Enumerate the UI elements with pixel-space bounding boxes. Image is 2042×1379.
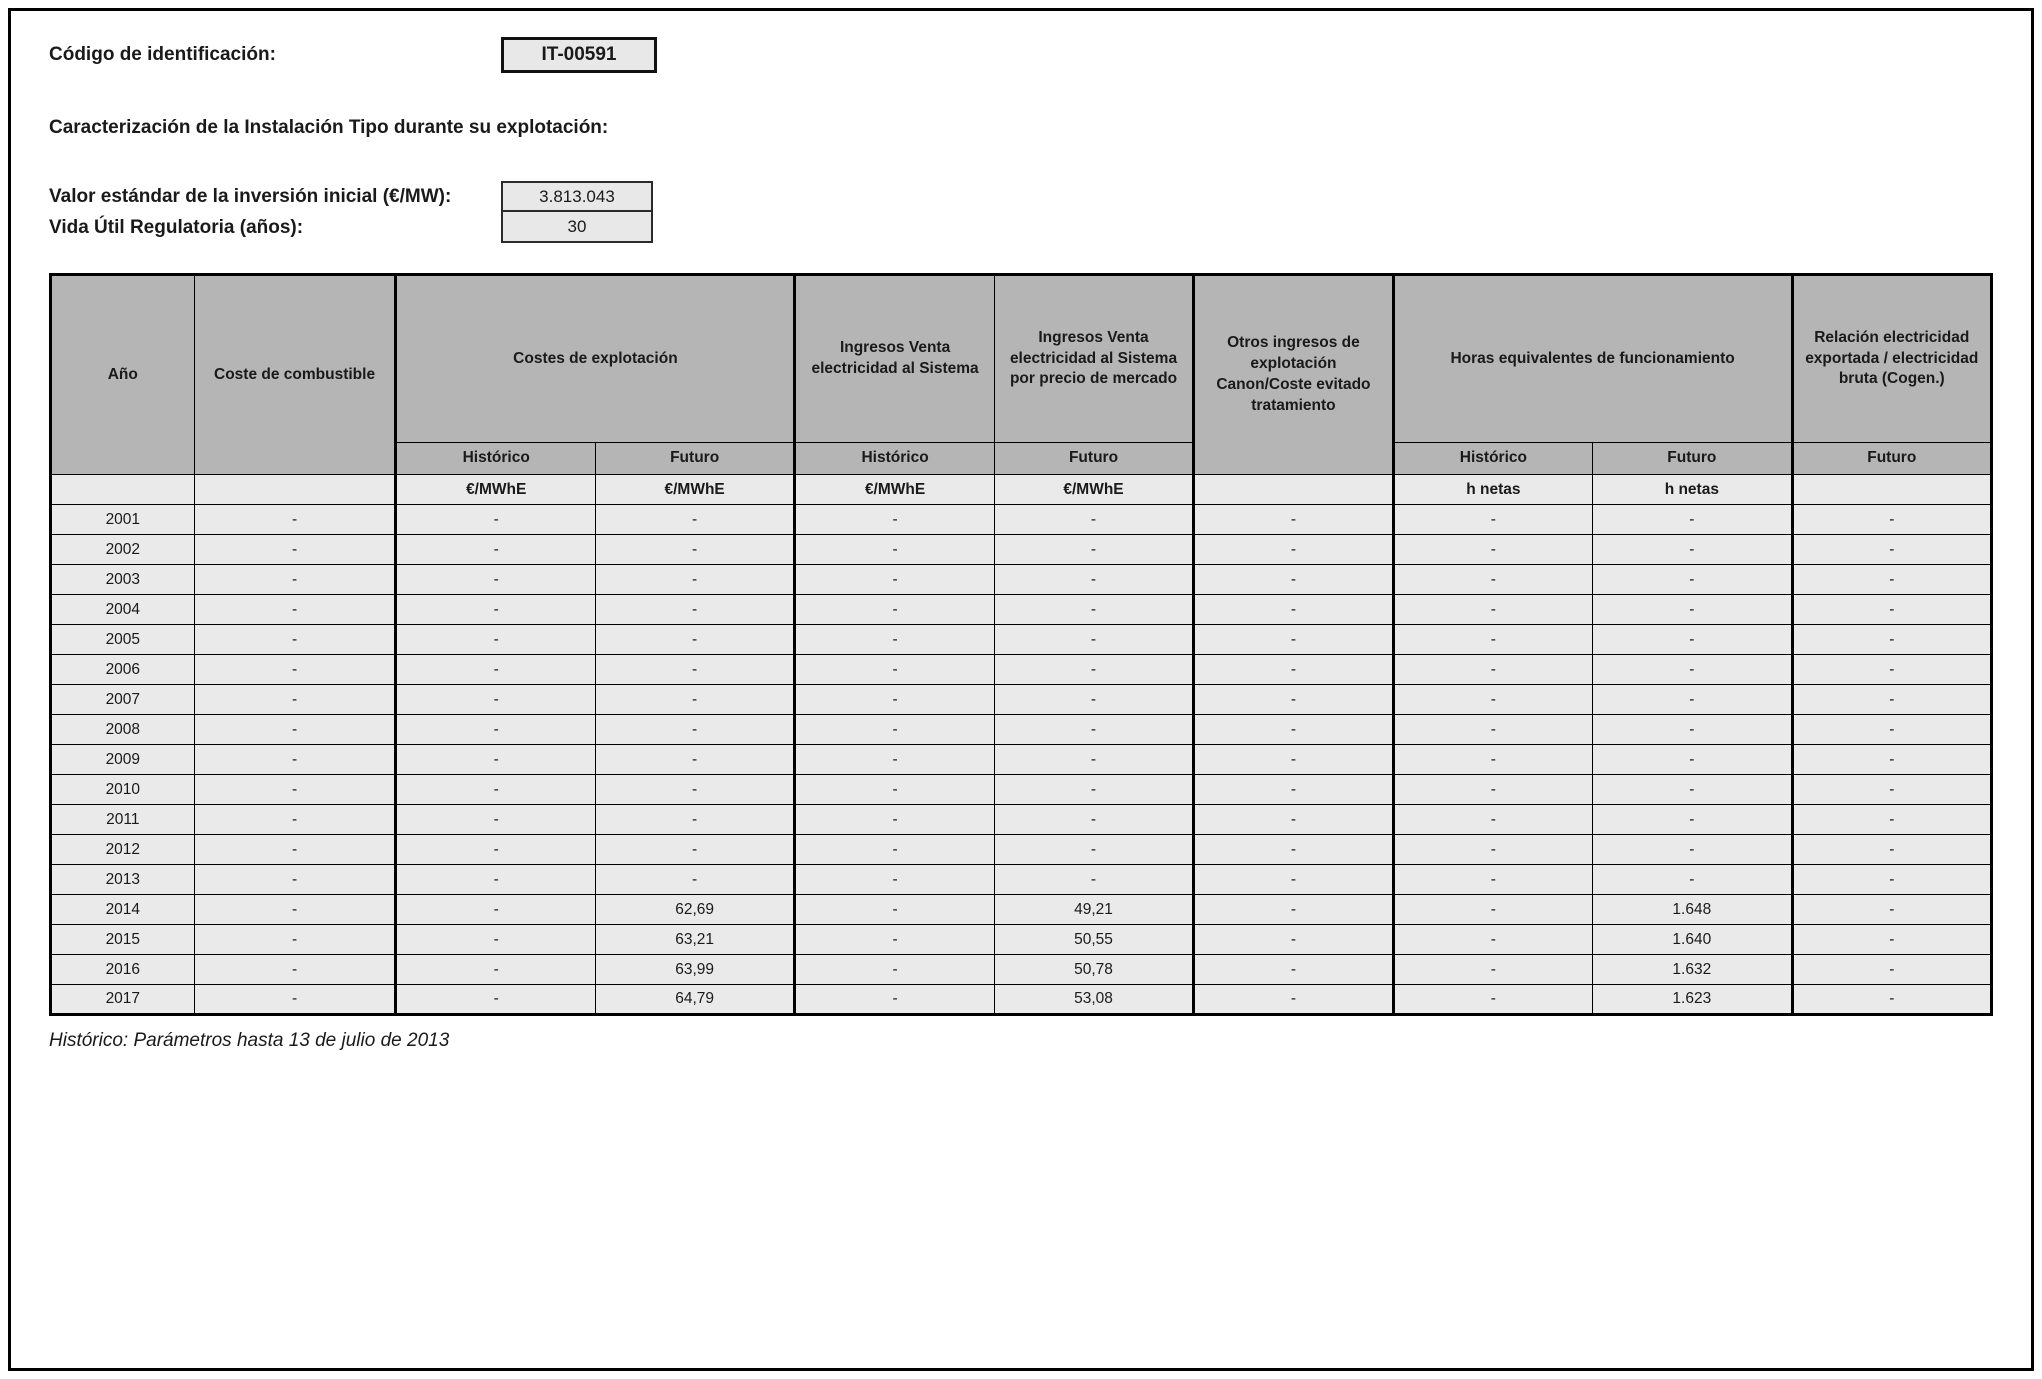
installation-data-table [49,273,1993,1016]
value-cell: - [194,685,396,715]
value-cell: - [1792,745,1991,775]
col-header-other-income: Otros ingresos de explotación Canon/Coste evitado tratamiento [1194,275,1393,475]
table-row [51,655,1992,685]
value-cell: - [595,715,794,745]
value-cell: - [795,715,994,745]
value-cell: - [1194,985,1393,1015]
unit-cell: €/MWhE [595,475,794,505]
value-cell: - [396,895,595,925]
value-cell: - [1393,985,1592,1015]
value-cell: - [396,685,595,715]
table-row [51,865,1992,895]
investment-value-box[interactable]: 3.813.043 [501,181,653,212]
table-row [51,805,1992,835]
main-header-row [51,275,1992,443]
historical-footnote: Histórico: Parámetros hasta 13 de julio de 2013 [49,1030,450,1051]
value-cell: - [1792,985,1991,1015]
value-cell: - [1194,685,1393,715]
value-cell: - [194,955,396,985]
value-cell: - [1194,925,1393,955]
value-cell: - [994,835,1193,865]
value-cell: - [396,595,595,625]
year-cell: 2008 [51,715,195,745]
unit-cell: h netas [1393,475,1592,505]
year-cell: 2001 [51,505,195,535]
value-cell: - [194,505,396,535]
code-value-box[interactable]: IT-00591 [501,37,657,73]
value-cell: - [1393,925,1592,955]
table-row [51,685,1992,715]
year-cell: 2003 [51,565,195,595]
value-cell: - [1593,655,1792,685]
table-row [51,505,1992,535]
col-header-income-sale-system: Ingresos Venta electricidad al Sistema [795,275,994,443]
table-row [51,625,1992,655]
value-cell: - [194,655,396,685]
value-cell: - [595,865,794,895]
table-row [51,595,1992,625]
value-cell: - [1792,775,1991,805]
value-cell: - [795,925,994,955]
value-cell: - [1194,565,1393,595]
value-cell: - [194,745,396,775]
value-cell: - [795,565,994,595]
value-cell: - [396,565,595,595]
value-cell: - [1194,625,1393,655]
value-cell: - [1393,865,1592,895]
value-cell: - [1393,595,1592,625]
value-cell: - [1194,535,1393,565]
year-cell: 2007 [51,685,195,715]
value-cell: - [1194,595,1393,625]
col-header-electricity-ratio: Relación electricidad exportada / electricidad bruta (Cogen.) [1792,275,1991,443]
col-header-income-sale-market: Ingresos Venta electricidad al Sistema por precio de mercado [994,275,1193,443]
col-header-equivalent-hours: Horas equivalentes de funcionamiento [1393,275,1792,443]
value-cell: - [194,625,396,655]
value-cell: - [1593,715,1792,745]
value-cell: - [1393,565,1592,595]
value-cell: 63,99 [595,955,794,985]
value-cell: - [994,685,1193,715]
value-cell: - [595,655,794,685]
investment-label: Valor estándar de la inversión inicial (€/MW): [49,185,452,207]
value-cell: - [795,535,994,565]
col-header-operating-costs: Costes de explotación [396,275,795,443]
value-cell: - [1792,805,1991,835]
life-label: Vida Útil Regulatoria (años): [49,216,304,238]
value-cell: - [1792,925,1991,955]
value-cell: - [1792,865,1991,895]
value-cell: - [1792,595,1991,625]
unit-cell: €/MWhE [994,475,1193,505]
value-cell: 1.648 [1593,895,1792,925]
value-cell: - [1792,715,1991,745]
table-body [51,505,1992,1015]
unit-cell: €/MWhE [795,475,994,505]
code-label: Código de identificación: [49,44,276,65]
value-cell: - [1593,865,1792,895]
year-cell: 2017 [51,985,195,1015]
year-cell: 2005 [51,625,195,655]
sub-header-futuro: Futuro [1593,443,1792,475]
value-cell: - [1593,775,1792,805]
value-cell: - [795,805,994,835]
value-cell: - [595,835,794,865]
value-cell: - [595,565,794,595]
value-cell: - [994,715,1193,745]
investment-field-row [49,181,1993,212]
value-cell: - [994,865,1193,895]
value-cell: - [994,805,1193,835]
sub-header-historico: Histórico [795,443,994,475]
value-cell: - [1393,535,1592,565]
value-cell: - [396,835,595,865]
year-cell: 2016 [51,955,195,985]
year-cell: 2011 [51,805,195,835]
value-cell: - [1194,895,1393,925]
value-cell: - [795,775,994,805]
unit-cell [1194,475,1393,505]
unit-cell [194,475,396,505]
year-cell: 2014 [51,895,195,925]
value-cell: - [396,985,595,1015]
value-cell: - [994,655,1193,685]
value-cell: - [1792,955,1991,985]
value-cell: - [595,805,794,835]
value-cell: - [1792,625,1991,655]
value-cell: - [795,595,994,625]
value-cell: - [994,745,1193,775]
year-cell: 2010 [51,775,195,805]
value-cell: - [595,745,794,775]
year-cell: 2013 [51,865,195,895]
value-cell: - [1792,565,1991,595]
value-cell: - [1393,655,1592,685]
value-cell: - [1792,685,1991,715]
parameter-fields [49,181,1993,243]
identification-row [49,37,1993,73]
value-cell: - [396,625,595,655]
value-cell: 53,08 [994,985,1193,1015]
value-cell: - [795,835,994,865]
value-cell: - [994,505,1193,535]
value-cell: - [1792,835,1991,865]
table-row [51,715,1992,745]
table-row [51,745,1992,775]
table-row [51,775,1992,805]
value-cell: - [396,925,595,955]
value-cell: - [795,745,994,775]
value-cell: - [795,655,994,685]
value-cell: - [396,655,595,685]
value-cell: - [1593,685,1792,715]
year-cell: 2006 [51,655,195,685]
value-cell: - [795,865,994,895]
table-row [51,955,1992,985]
value-cell: - [1593,745,1792,775]
value-cell: - [595,505,794,535]
value-cell: - [1593,595,1792,625]
value-cell: - [595,595,794,625]
value-cell: - [1194,835,1393,865]
value-cell: - [1792,505,1991,535]
value-cell: - [396,775,595,805]
value-cell: - [1393,745,1592,775]
value-cell: 49,21 [994,895,1193,925]
value-cell: - [1194,955,1393,985]
value-cell: - [994,535,1193,565]
value-cell: - [1194,505,1393,535]
value-cell: - [1393,715,1592,745]
value-cell: - [1393,685,1592,715]
value-cell: - [795,955,994,985]
value-cell: - [994,595,1193,625]
value-cell: - [1393,505,1592,535]
value-cell: - [795,985,994,1015]
value-cell: - [1194,715,1393,745]
value-cell: - [194,535,396,565]
value-cell: - [1393,895,1592,925]
value-cell: - [194,715,396,745]
value-cell: - [1194,865,1393,895]
value-cell: - [1593,835,1792,865]
value-cell: 1.623 [1593,985,1792,1015]
value-cell: - [595,625,794,655]
value-cell: - [194,895,396,925]
unit-cell [1792,475,1991,505]
value-cell: - [1593,565,1792,595]
life-value-box[interactable]: 30 [501,212,653,243]
year-cell: 2004 [51,595,195,625]
life-field-row [49,212,1993,243]
value-cell: - [1593,805,1792,835]
sub-header-futuro: Futuro [1792,443,1991,475]
value-cell: - [1393,775,1592,805]
unit-cell [51,475,195,505]
value-cell: 1.632 [1593,955,1792,985]
value-cell: - [396,955,595,985]
value-cell: - [1593,625,1792,655]
value-cell: - [194,595,396,625]
year-cell: 2002 [51,535,195,565]
value-cell: - [1194,775,1393,805]
value-cell: - [994,775,1193,805]
value-cell: - [1593,505,1792,535]
table-row [51,895,1992,925]
value-cell: - [194,925,396,955]
value-cell: - [595,685,794,715]
value-cell: - [194,985,396,1015]
year-cell: 2012 [51,835,195,865]
value-cell: - [396,865,595,895]
value-cell: - [795,685,994,715]
value-cell: - [994,565,1193,595]
year-cell: 2015 [51,925,195,955]
value-cell: 64,79 [595,985,794,1015]
value-cell: - [1792,535,1991,565]
value-cell: - [795,505,994,535]
table-row [51,925,1992,955]
value-cell: - [396,535,595,565]
value-cell: 1.640 [1593,925,1792,955]
unit-cell: €/MWhE [396,475,595,505]
table-row [51,565,1992,595]
value-cell: - [1194,745,1393,775]
sub-header-historico: Histórico [396,443,595,475]
value-cell: - [396,745,595,775]
value-cell: 63,21 [595,925,794,955]
value-cell: - [1792,655,1991,685]
table-row [51,535,1992,565]
table-row [51,985,1992,1015]
col-header-fuel-cost: Coste de combustible [194,275,396,475]
value-cell: - [795,895,994,925]
table-head [51,275,1992,505]
value-cell: - [396,715,595,745]
value-cell: 50,55 [994,925,1193,955]
table-row [51,835,1992,865]
value-cell: - [1393,625,1592,655]
value-cell: - [994,625,1193,655]
value-cell: - [795,625,994,655]
section-title: Caracterización de la Instalación Tipo durante su explotación: [49,117,609,138]
value-cell: 62,69 [595,895,794,925]
value-cell: - [194,865,396,895]
col-header-year: Año [51,275,195,475]
year-cell: 2009 [51,745,195,775]
value-cell: - [1393,955,1592,985]
value-cell: - [1194,655,1393,685]
value-cell: - [1593,535,1792,565]
document-page [8,8,2034,1371]
value-cell: - [1194,805,1393,835]
unit-cell: h netas [1593,475,1792,505]
sub-header-futuro: Futuro [994,443,1193,475]
value-cell: - [194,835,396,865]
value-cell: - [1792,895,1991,925]
value-cell: - [1393,835,1592,865]
value-cell: - [194,775,396,805]
value-cell: - [1393,805,1592,835]
sub-header-historico: Histórico [1393,443,1592,475]
units-row [51,475,1992,505]
value-cell: - [595,775,794,805]
sub-header-futuro: Futuro [595,443,794,475]
value-cell: - [194,805,396,835]
value-cell: 50,78 [994,955,1193,985]
value-cell: - [595,535,794,565]
value-cell: - [194,565,396,595]
value-cell: - [396,805,595,835]
value-cell: - [396,505,595,535]
